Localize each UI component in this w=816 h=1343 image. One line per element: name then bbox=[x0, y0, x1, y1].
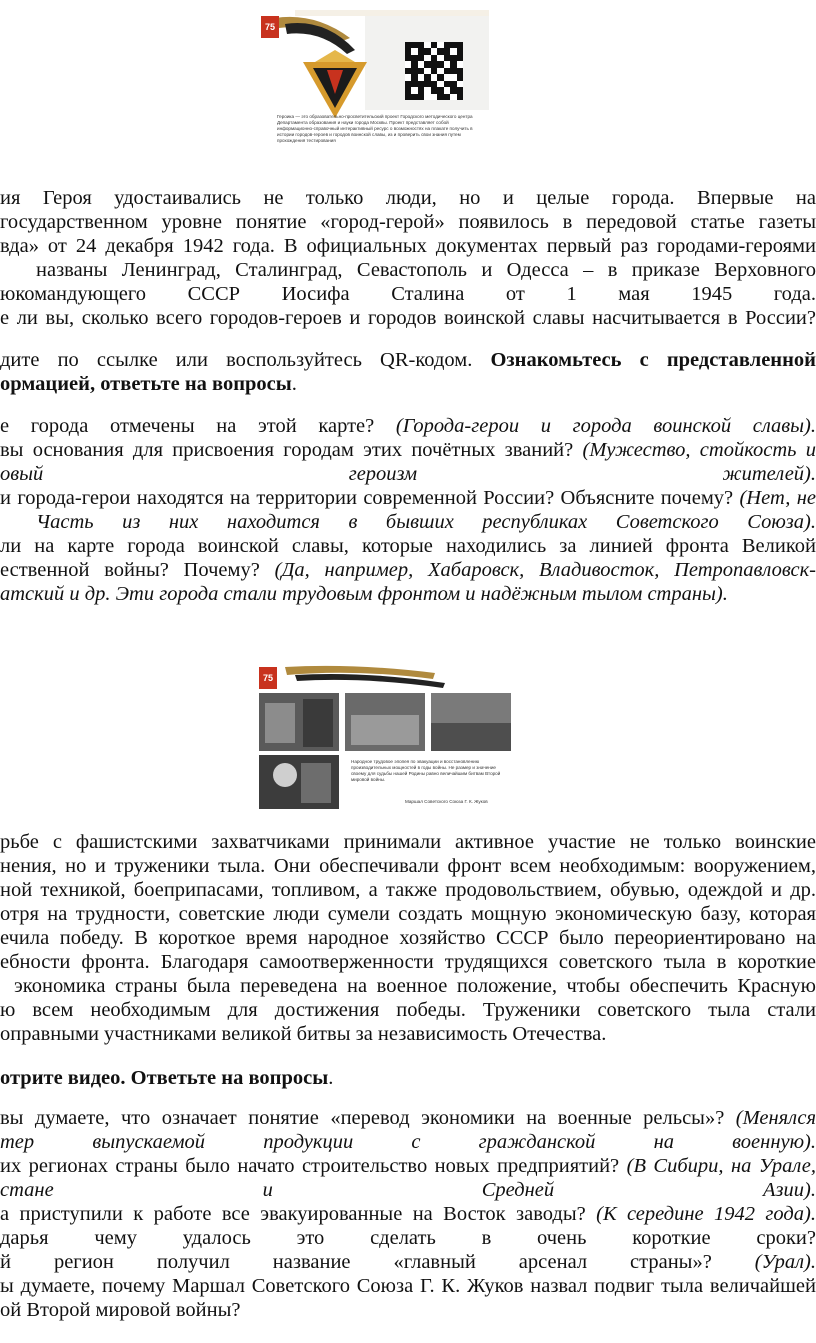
para1-line-4: названы Ленинград, Сталинград, Севастополь и Одесса – в приказе Верховного bbox=[36, 259, 816, 281]
q2-question: ой Второй мировой войны? bbox=[0, 1299, 241, 1321]
task2-line bbox=[0, 1066, 816, 1090]
q2-answer: (В Сибири, на Урале, bbox=[626, 1155, 816, 1177]
q1-question: е города отмечены на этой карте? bbox=[0, 415, 375, 437]
q2-line-3 bbox=[0, 1154, 816, 1178]
q1-answer: (Мужество, стойкость и bbox=[582, 439, 816, 461]
project-banner-figure bbox=[255, 10, 489, 167]
para1-line-2: государственном уровне понятие «город-герой» появилось в передовой статье газеты bbox=[0, 211, 816, 233]
task2-period: . bbox=[328, 1067, 334, 1089]
q2-answer: стане и Средней Азии). bbox=[0, 1179, 816, 1201]
q1-line-7 bbox=[0, 558, 816, 582]
para2-line-3: ной техникой, боеприпасами, топливом, а также продовольствием, обувью, одеждой и др. bbox=[0, 879, 816, 901]
para2-line-6: ебности фронта. Благодаря самоотверженности трудящихся советского тыла в короткие bbox=[0, 951, 816, 973]
para2-line-9: оправными участниками великой битвы за независимость Отечества. bbox=[0, 1023, 607, 1045]
q2-question: й регион получил название «главный арсенал страны»? bbox=[0, 1251, 712, 1273]
para2-line-2: нения, но и труженики тыла. Они обеспечивали фронт всем необходимым: вооружением, bbox=[0, 855, 816, 877]
q1-line-6 bbox=[0, 534, 816, 558]
q2-line-5 bbox=[0, 1202, 816, 1226]
para1-line-5: юкомандующего СССР Иосифа Сталина от 1 мая 1945 года. bbox=[0, 283, 816, 305]
q2-answer: (К середине 1942 года). bbox=[596, 1203, 816, 1225]
para1-line-6: е ли вы, сколько всего городов-героев и городов воинской славы насчитывается в России? bbox=[0, 307, 816, 329]
task1-bold: Ознакомьтесь с представленной bbox=[490, 349, 816, 371]
q1-question: вы основания для присвоения городам этих почётных званий? bbox=[0, 439, 574, 461]
para2-line-1: рьбе с фашистскими захватчиками принимали активное участие не только воинские bbox=[0, 831, 816, 853]
q1-line-3 bbox=[0, 462, 816, 486]
home-front-figure bbox=[255, 663, 515, 813]
task1-line-1 bbox=[0, 348, 816, 372]
q2-question: ы думаете, почему Маршал Советского Союза Г. К. Жуков назвал подвиг тыла величайшей bbox=[0, 1275, 816, 1297]
q2-question: дарья чему удалось это сделать в очень короткие сроки? bbox=[0, 1227, 816, 1249]
zhukov-signature: Маршал Советского Союза Г. К. Жуков bbox=[405, 799, 488, 804]
para2-line-5: ечила победу. В короткое время народное хозяйство СССР было переориентировано на bbox=[0, 927, 816, 949]
q2-answer: (Урал). bbox=[754, 1251, 816, 1273]
q2-line-9 bbox=[0, 1298, 816, 1322]
q1-answer: (Да, например, Хабаровск, Владивосток, Петропавловск- bbox=[274, 559, 816, 581]
anniversary-badge: 75 bbox=[261, 16, 279, 38]
task2-bold: отрите видео. Ответьте на вопросы bbox=[0, 1067, 329, 1089]
qr-code-icon[interactable] bbox=[405, 42, 463, 100]
q2-question: а приступили к работе все эвакуированные на Восток заводы? bbox=[0, 1203, 586, 1225]
q2-line-2 bbox=[0, 1130, 816, 1154]
q1-question: ественной войны? Почему? bbox=[0, 559, 260, 581]
para1-line-1: ия Героя удостаивались не только люди, но и целые города. Впервые на bbox=[0, 187, 816, 209]
zhukov-quote: Народное трудовое эпопея по эвакуации и восстановлению производительных мощностей в годы войны. Не размер и значение своему для судьбы нашей Родины равно величайшим битвам Второй мировой войны. bbox=[351, 759, 501, 782]
q2-answer: (Менялся bbox=[735, 1107, 816, 1129]
q1-line-8 bbox=[0, 582, 816, 606]
q2-line-7 bbox=[0, 1250, 816, 1274]
q1-answer: Часть из них находится в бывших республиках Советского Союза). bbox=[36, 511, 816, 533]
q2-question: их регионах страны было начато строительство новых предприятий? bbox=[0, 1155, 620, 1177]
q2-line-4 bbox=[0, 1178, 816, 1202]
q2-line-6 bbox=[0, 1226, 816, 1250]
q1-line-2 bbox=[0, 438, 816, 462]
para2-line-7: экономика страны была переведена на военное положение, чтобы обеспечить Красную bbox=[14, 975, 816, 997]
q2-line-1 bbox=[0, 1106, 816, 1130]
q1-line-1 bbox=[0, 414, 816, 438]
para2-line-4: отря на трудности, советские люди сумели создать мощную экономическую базу, которая bbox=[0, 903, 816, 925]
q2-answer: тер выпускаемой продукции с гражданской на военную). bbox=[0, 1131, 816, 1153]
para1-line-3: вда» от 24 декабря 1942 года. В официальных документах первый раз городами-героями bbox=[0, 235, 816, 257]
q1-answer: атский и др. Эти города стали трудовым фронтом и надёжным тылом страны). bbox=[0, 583, 728, 605]
q1-question: ли на карте города воинской славы, которые находились за линией фронта Великой bbox=[0, 535, 816, 557]
task1-period: . bbox=[291, 373, 297, 395]
banner-caption: Героика — это образовательно-просветительский проект Городского методического центра Департамента образования и науки города Москвы. Проект представляет собой информационно-справочный интерактивный ресурс о возможностях на плакате получить в истории городов-героев и городов воинской славы, из и проверить свои знания путем прохождения тестирования bbox=[277, 114, 473, 143]
task1-bold-2: ормацией, ответьте на вопросы bbox=[0, 373, 292, 395]
para2-line-8: ю всем необходимым для достижения победы. Труженики советского тыла стали bbox=[0, 999, 816, 1021]
q1-answer: (Нет, не bbox=[739, 487, 816, 509]
anniversary-badge-2: 75 bbox=[259, 667, 277, 689]
q1-line-5 bbox=[0, 510, 816, 534]
q1-question: и города-герои находятся на территории современной России? Объясните почему? bbox=[0, 487, 734, 509]
q2-question: вы думаете, что означает понятие «перевод экономики на военные рельсы»? bbox=[0, 1107, 725, 1129]
q1-line-4 bbox=[0, 486, 816, 510]
task1-instruction: дите по ссылке или воспользуйтесь QR-кодом. bbox=[0, 349, 473, 371]
q1-answer: овый героизм жителей). bbox=[0, 463, 816, 485]
q1-answer: (Города-герои и города воинской славы). bbox=[395, 415, 816, 437]
q2-line-8 bbox=[0, 1274, 816, 1298]
task1-line-2 bbox=[0, 372, 816, 396]
